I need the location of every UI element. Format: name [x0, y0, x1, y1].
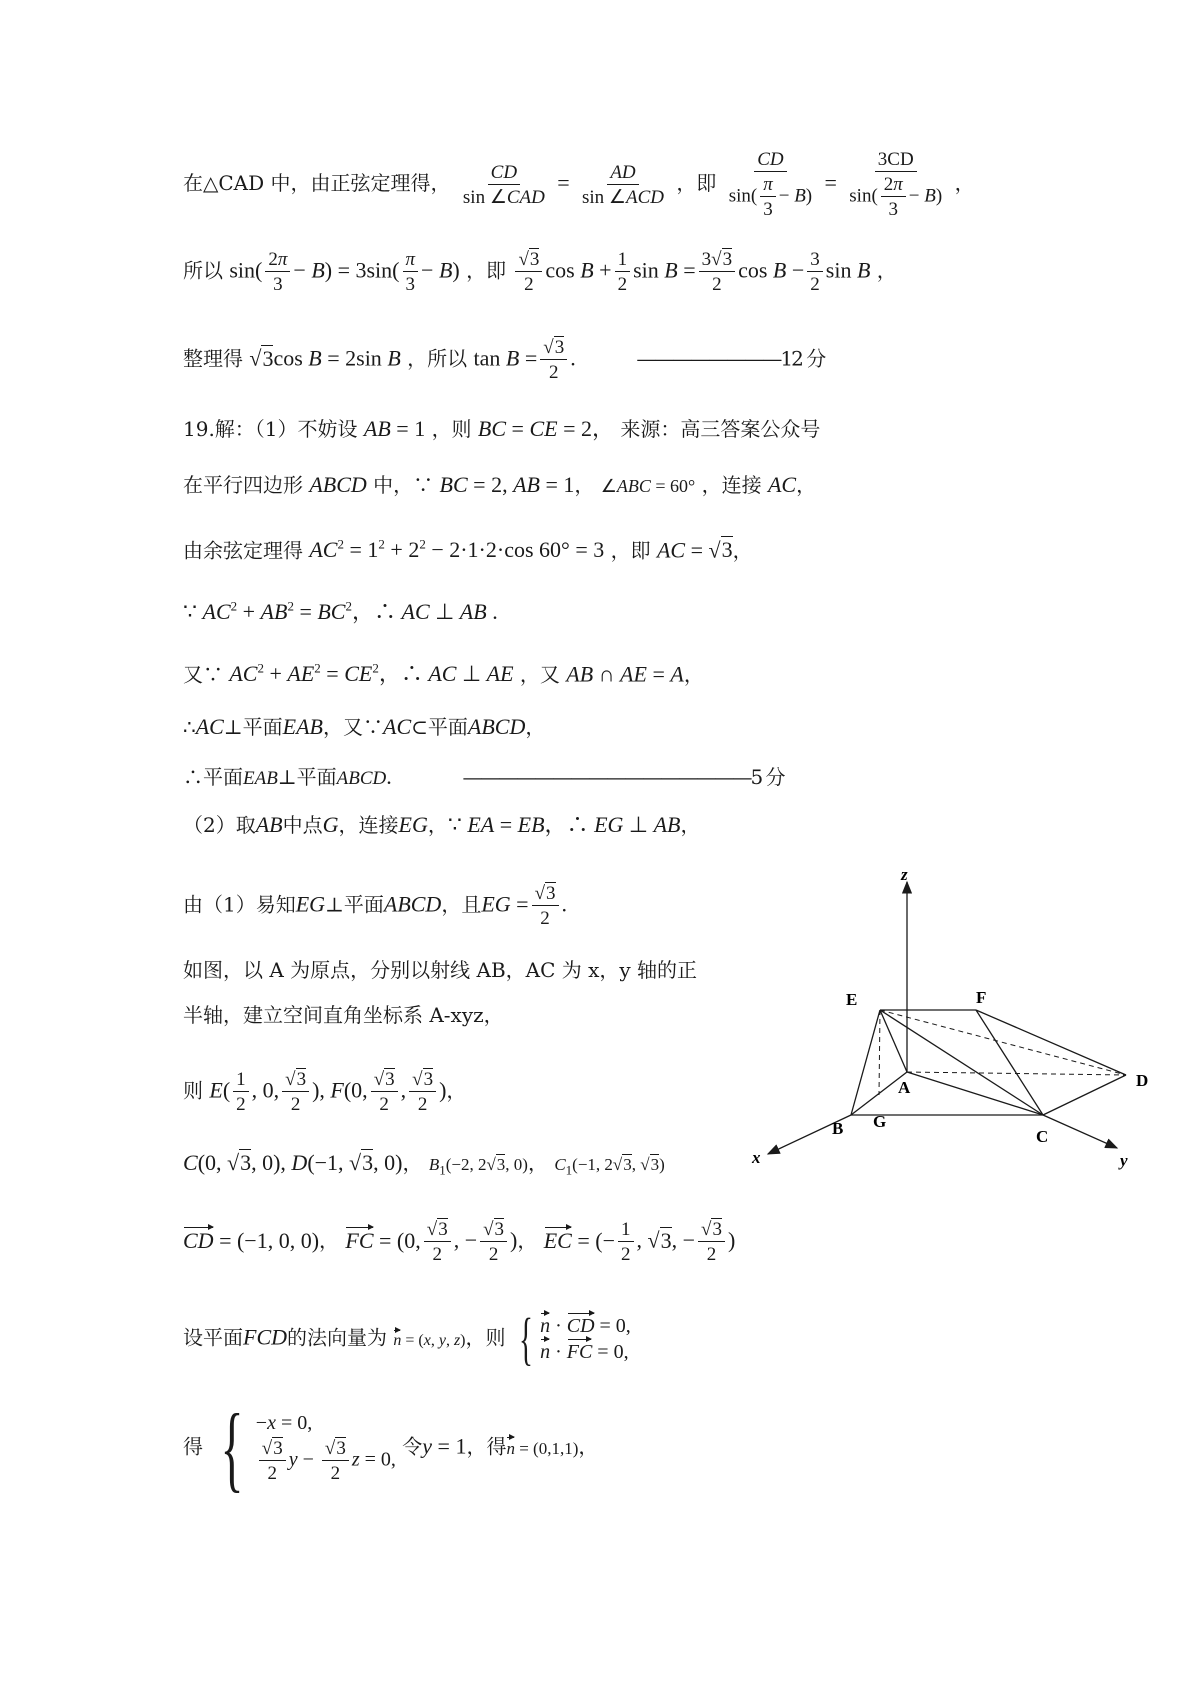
label-y: y — [1120, 1151, 1128, 1170]
line-points-ef: 则 E( $\frac{1}{2}$ , 0, $\frac{√3}{2}$ ), F(0, $\frac{√3}{2}$ , $\frac{√3}{2}$ )， — [183, 1069, 467, 1115]
label-g: G — [873, 1112, 887, 1131]
line-perp-ae: 又∵ $AC^2 + AE^2 = CE^2$，∴ AC ⊥ AE ，又 AB ∩ AE = A， — [183, 661, 704, 687]
fraction: CD sin( $\frac{\pi}{3}$ − B) — [728, 149, 813, 220]
label-z: z — [901, 870, 908, 884]
line-perp-ab: ∵ $AC^2 + AB^2 = BC^2$，∴ AC ⊥ AB . — [183, 599, 498, 625]
label-b: B — [832, 1119, 844, 1138]
label-c: C — [1036, 1127, 1049, 1146]
q19-heading: 19.解：（1）不妨设 AB = 1 ，则 BC = CE = 2， 来源：高三答案公众号 — [183, 416, 821, 441]
fraction: $\frac{CD}{\text{sin ∠CAD}}$ — [462, 161, 545, 208]
label-d: D — [1136, 1071, 1149, 1090]
score-marker: ————————12 分 — [636, 346, 825, 371]
line-solve: 得 { −x = 0, $\frac{√3}{2}$ y − $\frac{√3}{2}$ z = 0, 令y = 1，得n = (0,1,1)， — [183, 1394, 599, 1501]
score-marker: ————————————————5 分 — [462, 765, 784, 789]
label-x: x — [752, 1148, 761, 1167]
geometry-figure — [740, 870, 1160, 1170]
line-eg: 由（1）易知EG⊥平面ABCD，且EG = $\frac{√3}{2}$ . — [183, 883, 568, 929]
label-e: E — [846, 990, 858, 1009]
line-normal-vector: 设平面FCD的法向量为 n = (x, y, z)，则 { n · CD = 0, n · FC = 0, — [183, 1306, 631, 1371]
line-coordinate-system: 半轴，建立空间直角坐标系 A-xyz， — [183, 1003, 504, 1027]
fraction: 3CD sin( $\frac{2\pi}{3}$ − B) — [849, 149, 943, 220]
line-part2: （2）取AB中点G，连接EG，∵ EA = EB，∴ EG ⊥ AB， — [183, 812, 701, 837]
line-parallelogram: 在平行四边形 ABCD 中，∵ BC = 2, AB = 1， ∠ABC = 60° ，连接 AC， — [183, 472, 817, 497]
y-axis — [1043, 1115, 1117, 1148]
line-plane-conclusion: ∴平面EAB⊥平面ABCD. ————————————————5 分 — [183, 764, 784, 789]
line-coordinate-intro: 如图，以 A 为原点，分别以射线 AB，AC 为 x，y 轴的正 — [183, 958, 698, 982]
line-points-cd: C(0, √3, 0), D(−1, √3, 0)， $B_1(-2$, 2√3, 0)， $C_1(-1$, 2√3, √3) — [183, 1150, 665, 1178]
line-so: 所以 sin( $\frac{2\pi}{3}$ − B) = 3sin( $\frac{\pi}{3}$ − B) ，即 $\frac{√3}{2}$ cos B + $\frac{1}{2}$ sin B = $\frac{3√3}{2}$ cos B − $\frac{3}{2}$ sin B ， — [183, 249, 897, 295]
line-vectors: CD = (−1, 0, 0)， FC = (0, $\frac{√3}{2}$ , − $\frac{√3}{2}$ )， EC = (− $\frac{1}{2}$ , √3, − $\frac{√3}{2}$ ) — [183, 1219, 736, 1265]
fraction: $\frac{AD}{\text{sin ∠ACD}}$ — [582, 161, 664, 208]
label-a: A — [898, 1078, 911, 1097]
label-f: F — [976, 988, 987, 1007]
line-sine-law: 在△CAD 中，由正弦定理得， $\frac{CD}{\text{sin ∠CAD}}$ = $\frac{AD}{\text{sin ∠ACD}}$ ，即 CD sin( $\frac{\pi}{3}$ − B) = 3CD sin( $\frac{2\pi}{3}$ − B) ， — [183, 149, 975, 220]
line-tidy: 整理得 √3cos B = 2sin B ，所以 tan B = $\frac{√3}{2}$ . ————————12 分 — [183, 337, 825, 383]
line-cosine-law: 由余弦定理得 $AC^2 = 1^2 + 2^2 - 2\cdot 1\cdot 2\cdot\cos$ 60° = 3 ，即 AC = √3， — [183, 537, 753, 563]
line-plane-eab: ∴AC⊥平面EAB，又∵AC⊂平面ABCD， — [183, 714, 546, 739]
